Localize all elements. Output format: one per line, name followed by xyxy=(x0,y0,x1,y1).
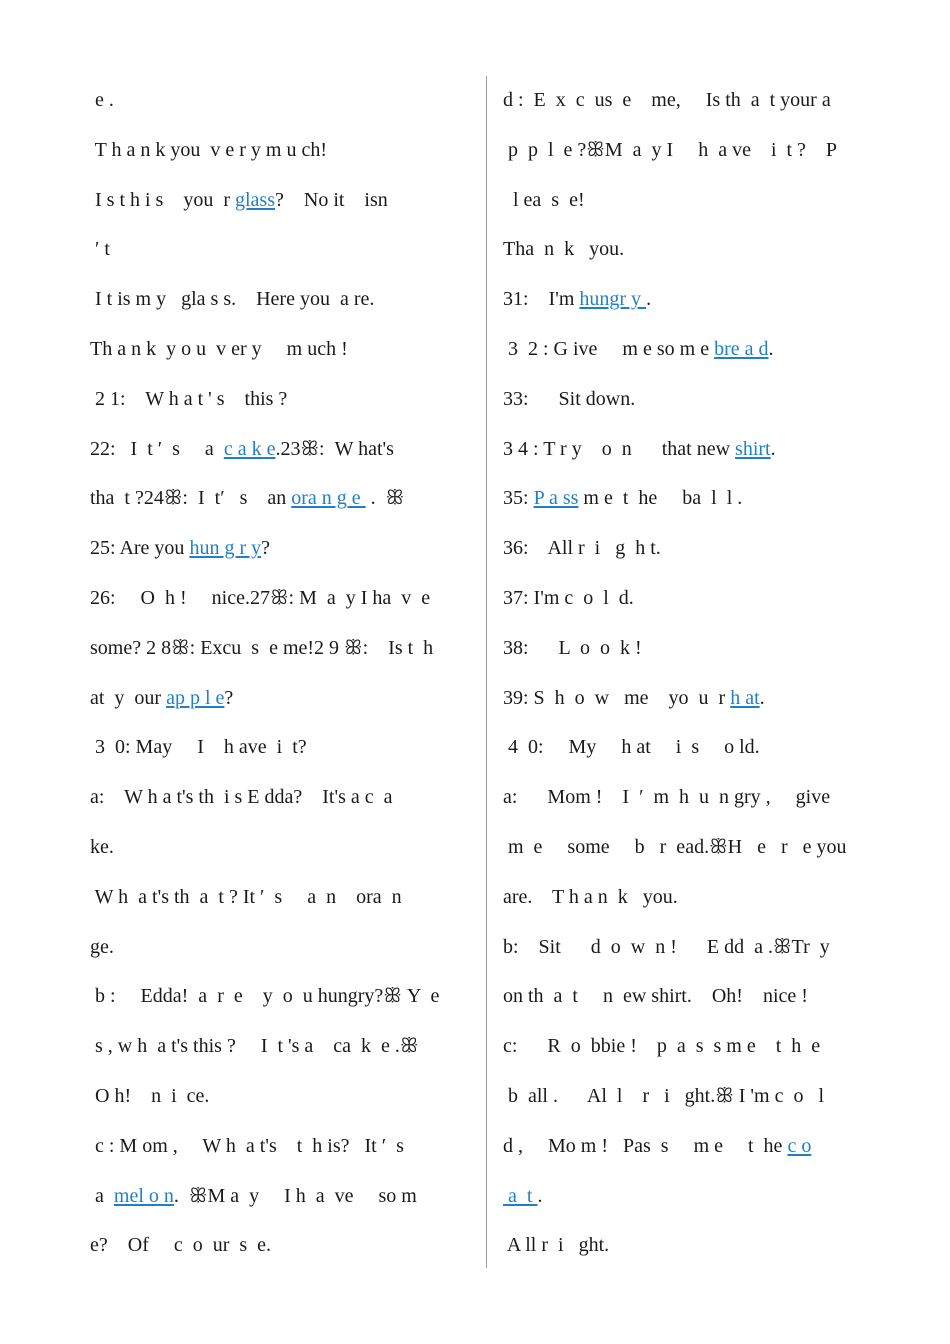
text-segment: c : M om , W h a t's t h is? It ′ s xyxy=(90,1134,404,1157)
text-segment: 38: L o o k ! xyxy=(503,636,642,659)
text-segment: l ea s e! xyxy=(503,188,585,211)
text-segment: ? xyxy=(224,686,234,709)
text-segment: ke. xyxy=(90,835,114,858)
text-segment: d : E x c us e me, Is th a t your a xyxy=(503,89,831,111)
text-segment: 3 2 : G ive m e so m e xyxy=(503,337,715,360)
text-line xyxy=(503,225,883,275)
vocabulary-link[interactable]: mel o n xyxy=(113,1184,174,1207)
text-line xyxy=(503,1172,883,1222)
text-line xyxy=(503,1122,883,1172)
text-segment: 22: I t ′ s a xyxy=(90,437,224,460)
text-segment: I s t h i s you r xyxy=(90,188,235,211)
text-line xyxy=(90,425,470,475)
text-line xyxy=(90,972,470,1022)
text-line xyxy=(90,524,470,574)
vocabulary-link[interactable]: c o xyxy=(787,1134,812,1157)
text-line xyxy=(503,923,883,973)
text-line xyxy=(90,1221,470,1271)
text-line xyxy=(90,873,470,923)
text-line xyxy=(90,674,470,724)
text-segment: a: W h a t's th i s E dda? It's a c a xyxy=(90,786,393,809)
text-segment: Tha n k you. xyxy=(503,238,625,261)
text-segment: at y our xyxy=(90,686,167,709)
column-divider xyxy=(486,76,487,1268)
text-segment: ? No it isn xyxy=(275,188,388,211)
text-segment: 26: O h ! nice.27ꕥ: M a y I ha v e xyxy=(90,586,431,609)
text-segment: .23ꕥ: W hat's xyxy=(275,437,394,460)
vocabulary-link[interactable]: h at xyxy=(730,686,760,709)
text-line xyxy=(90,1072,470,1122)
text-line xyxy=(503,126,883,176)
text-line xyxy=(503,474,883,524)
text-segment: O h! n i ce. xyxy=(90,1084,210,1107)
text-line xyxy=(503,972,883,1022)
text-segment: 3 4 : T r y o n that new xyxy=(503,437,736,460)
text-line xyxy=(90,773,470,823)
text-segment: 3 0: May I h ave i t? xyxy=(90,736,307,759)
text-line xyxy=(90,1172,470,1222)
text-segment: 36: All r i g h t. xyxy=(503,537,661,560)
vocabulary-link[interactable]: glass xyxy=(235,188,275,211)
text-line xyxy=(90,76,470,126)
text-segment: on th a t n ew shirt. Oh! nice ! xyxy=(503,985,808,1008)
vocabulary-link[interactable]: bre a d xyxy=(714,337,769,360)
vocabulary-link[interactable]: hungr y xyxy=(579,288,647,311)
text-segment: . ꕥ xyxy=(365,487,405,510)
text-segment: I t is m y gla s s. Here you a re. xyxy=(90,288,375,311)
text-line xyxy=(503,524,883,574)
text-line xyxy=(503,773,883,823)
text-line xyxy=(90,574,470,624)
vocabulary-link[interactable]: ap p l e xyxy=(166,686,225,709)
text-segment: a: Mom ! I ′ m h u n gry , give xyxy=(503,786,831,809)
text-segment: ′ t xyxy=(90,238,110,261)
text-segment: a xyxy=(90,1184,114,1207)
text-segment: T h a n k you v e r y m u ch! xyxy=(90,138,328,161)
text-segment: . xyxy=(770,437,776,460)
text-line xyxy=(90,126,470,176)
text-line xyxy=(503,674,883,724)
text-segment: . xyxy=(646,288,652,311)
text-line xyxy=(90,1022,470,1072)
text-segment: m e t he ba l l . xyxy=(578,487,743,510)
right-column xyxy=(503,76,883,1271)
vocabulary-link[interactable]: a t xyxy=(503,1184,538,1207)
text-segment: p p l e ?ꕥM a y I h a ve i t ? P xyxy=(503,138,838,161)
vocabulary-link[interactable]: shirt xyxy=(735,437,771,460)
text-segment: 25: Are you xyxy=(90,537,190,560)
text-line xyxy=(503,1221,883,1271)
vocabulary-link[interactable]: P a ss xyxy=(533,487,579,510)
text-segment: some? 2 8ꕥ: Excu s e me!2 9 ꕥ: Is t h xyxy=(90,636,434,659)
text-segment: b all . Al l r i ght.ꕥ I 'm c o l xyxy=(503,1084,825,1107)
text-segment: 33: Sit down. xyxy=(503,387,636,410)
text-line xyxy=(503,375,883,425)
text-segment: tha t ?24ꕥ: I t′ s an xyxy=(90,487,292,510)
text-line xyxy=(503,873,883,923)
text-line xyxy=(503,76,883,126)
vocabulary-link[interactable]: c a k e xyxy=(223,437,276,460)
text-line xyxy=(90,723,470,773)
text-segment: . ꕥM a y I h a ve so m xyxy=(173,1184,417,1207)
text-segment: ? xyxy=(261,537,270,560)
text-segment: e . xyxy=(90,89,114,111)
text-line xyxy=(503,1072,883,1122)
text-segment: 39: S h o w me yo u r xyxy=(503,686,731,709)
text-line xyxy=(503,823,883,873)
text-line xyxy=(90,325,470,375)
text-line xyxy=(90,375,470,425)
text-line xyxy=(90,275,470,325)
text-line xyxy=(90,225,470,275)
text-segment: m e some b r ead.ꕥH e r e you xyxy=(503,835,847,858)
vocabulary-link[interactable]: hun g r y xyxy=(189,537,262,560)
text-line xyxy=(503,723,883,773)
text-segment: 37: I'm c o l d. xyxy=(503,586,634,609)
text-segment: 31: I'm xyxy=(503,288,580,311)
text-segment: 4 0: My h at i s o ld. xyxy=(503,736,760,759)
text-segment: are. T h a n k you. xyxy=(503,885,678,908)
text-line xyxy=(503,624,883,674)
text-line xyxy=(90,624,470,674)
text-segment: . xyxy=(537,1184,543,1207)
text-line xyxy=(90,176,470,226)
text-segment: e? Of c o ur s e. xyxy=(90,1234,272,1257)
text-segment: d , Mo m ! Pas s m e t he xyxy=(503,1134,788,1157)
text-segment: s , w h a t's this ? I t 's a ca k e .ꕥ xyxy=(90,1035,419,1058)
text-line xyxy=(503,425,883,475)
text-line xyxy=(503,574,883,624)
vocabulary-link[interactable]: ora n g e xyxy=(291,487,366,510)
text-line xyxy=(503,325,883,375)
text-segment: W h a t's th a t ? It ′ s a n ora n xyxy=(90,885,402,908)
text-line xyxy=(90,474,470,524)
text-segment: b: Sit d o w n ! E dd a .ꕥTr y xyxy=(503,935,830,958)
text-segment: 2 1: W h a t ' s this ? xyxy=(90,387,288,410)
text-line xyxy=(90,1122,470,1172)
text-line xyxy=(503,275,883,325)
text-segment: c: R o bbie ! p a s s m e t h e xyxy=(503,1035,821,1058)
text-segment: . xyxy=(759,686,765,709)
text-line xyxy=(503,176,883,226)
text-segment: 35: xyxy=(503,487,534,510)
text-segment: . xyxy=(768,337,774,360)
text-line xyxy=(90,923,470,973)
text-segment: ge. xyxy=(90,935,114,958)
left-column xyxy=(90,76,470,1271)
text-segment: Th a n k y o u v er y m uch ! xyxy=(90,337,348,360)
text-line xyxy=(503,1022,883,1072)
text-segment: A ll r i ght. xyxy=(503,1234,610,1257)
text-segment: b : Edda! a r e y o u hungry?ꕥ Y e xyxy=(90,985,440,1008)
text-line xyxy=(90,823,470,873)
